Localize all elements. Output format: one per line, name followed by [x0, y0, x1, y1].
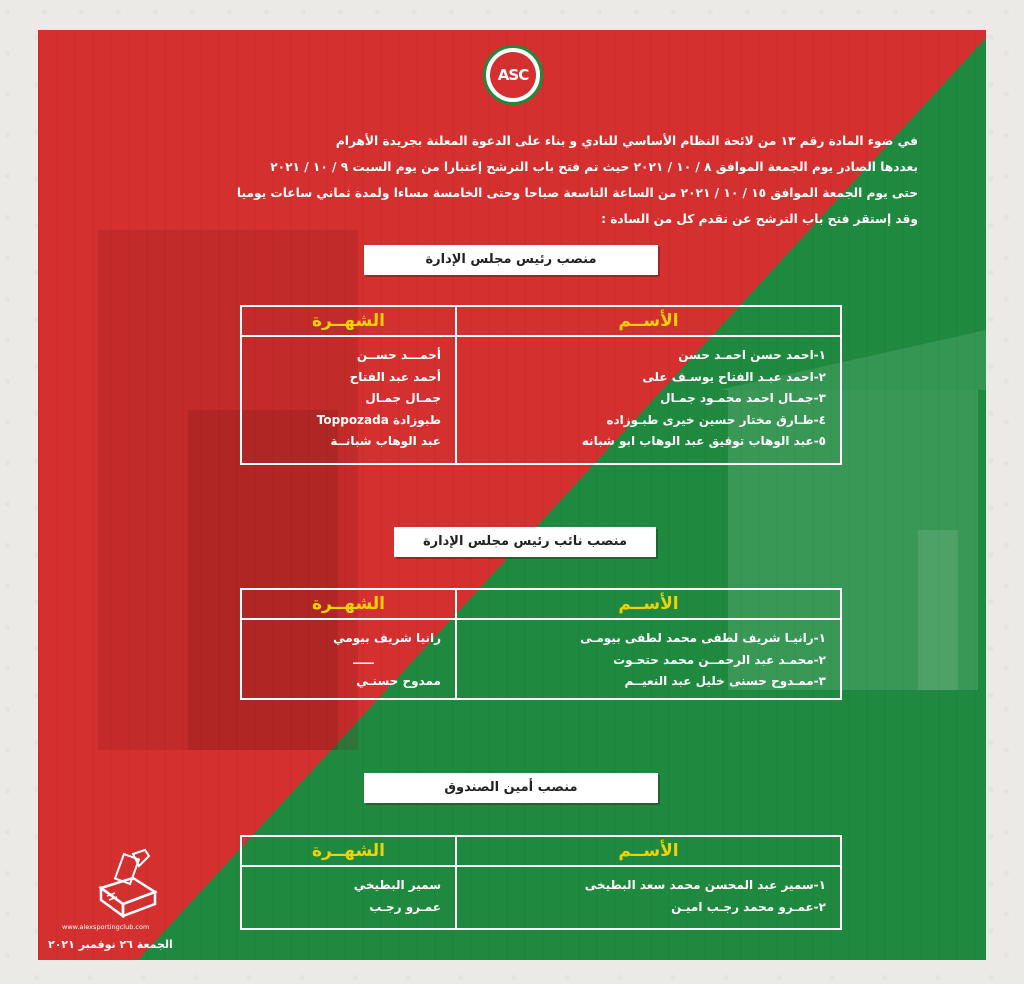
- fame-list: [242, 867, 455, 918]
- section-title-treasurer: منصب أمين الصندوق: [364, 773, 658, 803]
- fame-column: [242, 307, 457, 463]
- name-item: ٢-احمد عبـد الفتاح يوسـف على: [642, 369, 826, 384]
- fame-item: أحمد عبد الفتاح: [349, 369, 441, 384]
- fame-list: [242, 337, 455, 453]
- section-title-president: منصب رئيس مجلس الإدارة: [364, 245, 658, 275]
- president-table: [240, 305, 842, 465]
- intro-line: بعددها الصادر يوم الجمعة الموافق ٨ / ١٠ / ٢٠٢١ حيث تم فتح باب الترشح إعتبارا من يوم السبت ٩ / ١٠ / ٢٠٢١: [270, 160, 918, 174]
- name-column: [457, 590, 840, 698]
- fame-item: ـــــ: [353, 652, 374, 667]
- fame-header: الشهــرة: [242, 590, 455, 620]
- name-item: ٤-طـارق مختار حسين خيرى طبـوزاده: [606, 412, 826, 427]
- fame-header: الشهــرة: [242, 307, 455, 337]
- fame-list: [242, 620, 455, 693]
- footer-url: www.alexsportingclub.com: [62, 923, 150, 931]
- intro-line: في ضوء المادة رقم ١٣ من لائحة النظام الأساسي للنادي و بناء على الدعوة المعلنة بجريدة الأهرام: [335, 134, 918, 148]
- poster: [38, 30, 986, 960]
- name-header: الأســم: [457, 837, 840, 867]
- name-item: ٣-ممـدوح حسنى خليل عبد النعيــم: [624, 674, 826, 688]
- fame-item: جمـال جمـال: [365, 391, 441, 405]
- name-header: الأســم: [457, 307, 840, 337]
- section-title-vice-president: منصب نائب رئيس مجلس الإدارة: [394, 527, 656, 557]
- name-column: [457, 307, 840, 463]
- name-item: ١-احمد حسن احمـد حسن: [678, 348, 826, 362]
- name-list: [457, 620, 840, 693]
- name-list: [457, 337, 840, 453]
- intro-line: وقد إستقر فتح باب الترشح عن تقدم كل من السادة :: [601, 212, 918, 226]
- ballot-box-icon: [93, 848, 163, 918]
- name-column: [457, 837, 840, 928]
- treasurer-table: [240, 835, 842, 930]
- name-item: ٢-عمـرو محمد رجـب اميـن: [671, 899, 826, 914]
- fame-item: ممدوح حسنـي: [356, 674, 441, 688]
- intro-line: حتى يوم الجمعة الموافق ١٥ / ١٠ / ٢٠٢١ من الساعة التاسعة صباحا وحتى الخامسة مساءا ولمدة ثماني ساعات يوميا: [236, 186, 918, 200]
- fame-column: [242, 837, 457, 928]
- fame-header: الشهــرة: [242, 837, 455, 867]
- fame-item: رانيا شريف بيومي: [333, 631, 441, 645]
- logo-text: ASC: [490, 52, 536, 98]
- intro-text: [138, 128, 918, 232]
- fame-column: [242, 590, 457, 698]
- fame-item: عبد الوهاب شبانــة: [330, 434, 441, 448]
- name-item: ٢-محمـد عبد الرحمــن محمد حتحـوت: [613, 652, 826, 667]
- name-item: ٥-عبد الوهاب توفيق عبد الوهاب ابو شبانه: [581, 434, 826, 448]
- name-item: ١-رانيـا شريف لطفى محمد لطفى بيومـى: [580, 631, 826, 645]
- vice-president-table: [240, 588, 842, 700]
- fame-item: طبوزادة Toppozada: [316, 412, 441, 427]
- name-item: ١-سمير عبد المحسن محمد سعد البطيخى: [584, 878, 826, 892]
- club-logo: [483, 45, 543, 105]
- fame-item: أحمـــد حســن: [356, 348, 441, 362]
- fame-item: عمـرو رجـب: [369, 899, 441, 914]
- footer-date: الجمعة ٢٦ نوفمبر ٢٠٢١: [48, 938, 173, 951]
- name-header: الأســم: [457, 590, 840, 620]
- fame-item: سمير البطيخي: [353, 878, 441, 892]
- name-list: [457, 867, 840, 918]
- name-item: ٣-جمـال احمد محمـود جمـال: [660, 391, 826, 405]
